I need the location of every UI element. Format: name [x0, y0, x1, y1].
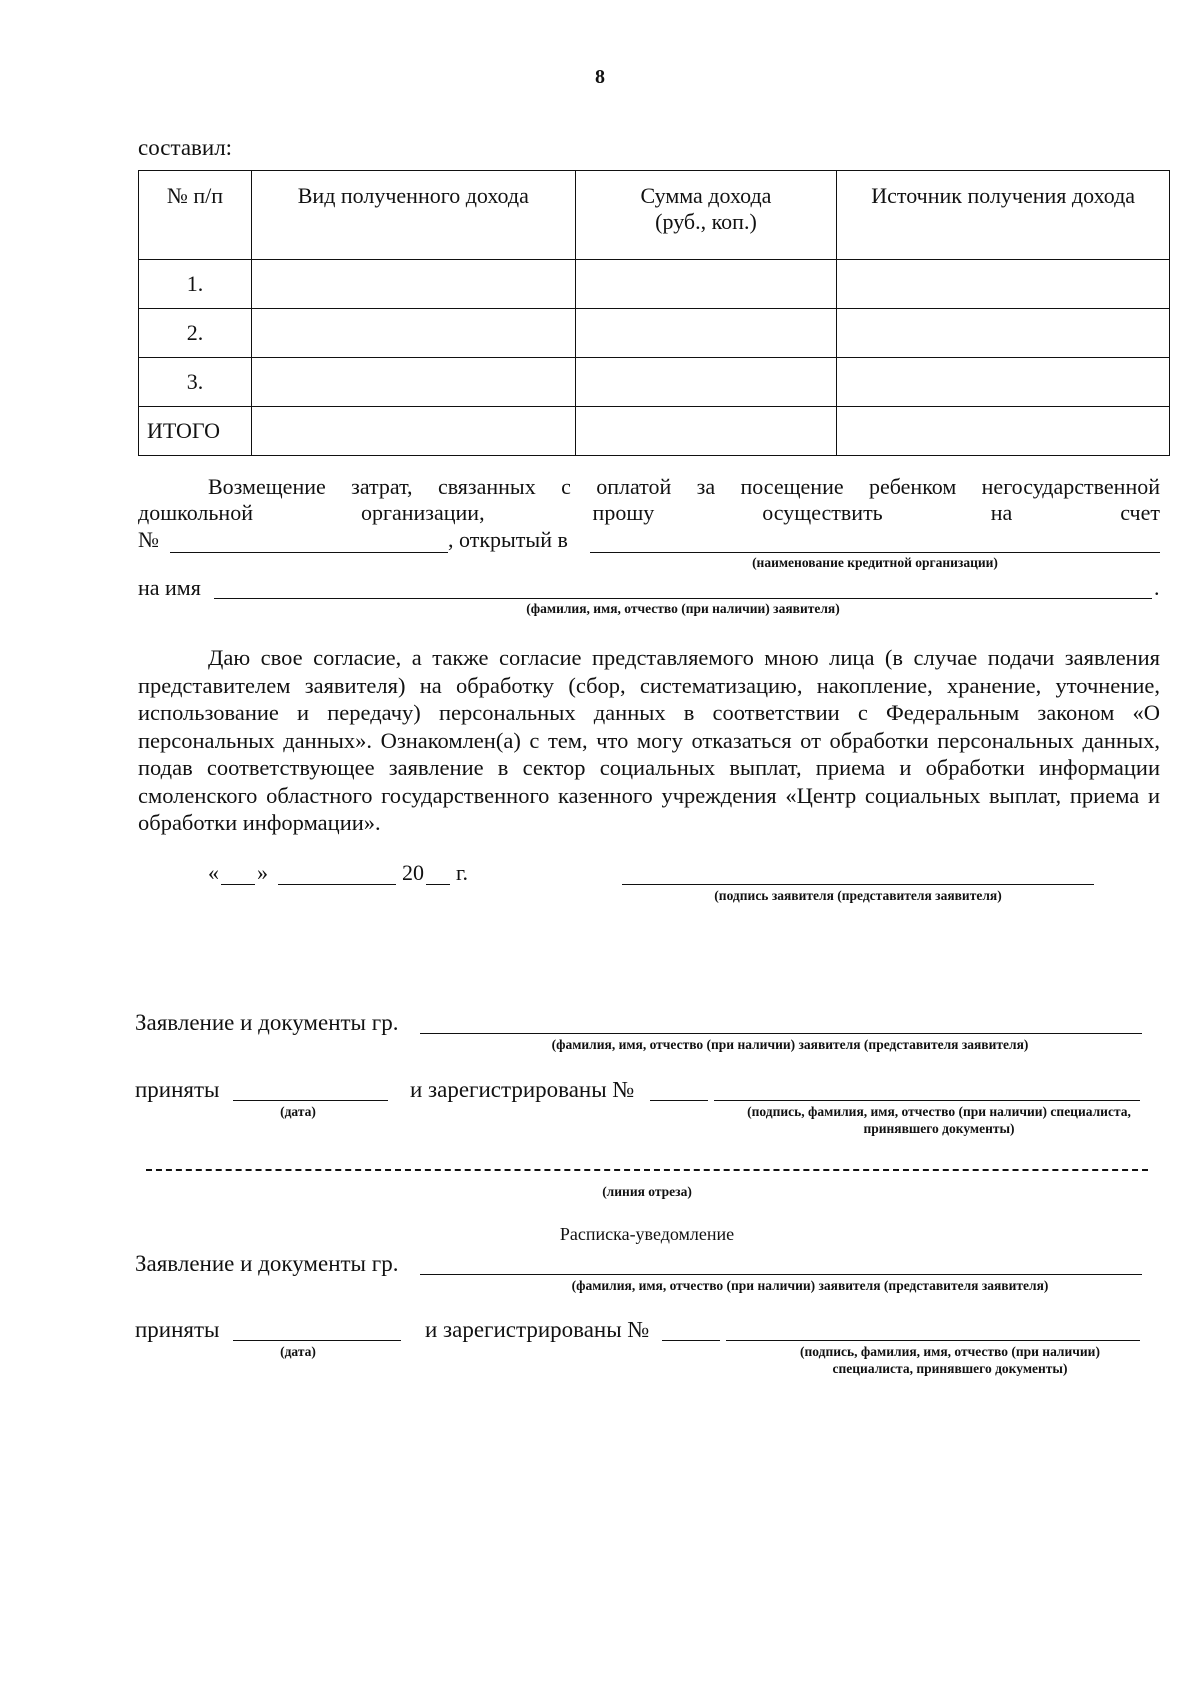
receipt-docs-label: Заявление и документы гр. [135, 1251, 399, 1276]
acceptance-registration-number-field[interactable] [650, 1100, 708, 1101]
date-open-quote: « [208, 860, 219, 885]
total-sum-cell[interactable] [575, 407, 837, 456]
name-caption: (фамилия, имя, отчество (при наличии) заявителя) [526, 601, 840, 616]
row-number: 3. [139, 358, 252, 407]
receipt-date-field[interactable] [233, 1340, 401, 1341]
row-number: 2. [139, 309, 252, 358]
acceptance-docs-label: Заявление и документы гр. [135, 1010, 399, 1035]
header-income-sum [575, 171, 837, 260]
acceptance-applicant-name-field[interactable] [420, 1033, 1142, 1034]
acceptance-registered-label: и зарегистрированы № [410, 1077, 635, 1102]
signature-caption: (подпись заявителя (представителя заявителя) [714, 888, 1002, 903]
cut-line-caption: (линия отреза) [602, 1184, 692, 1199]
acceptance-specialist-field[interactable] [714, 1100, 1140, 1101]
bank-name-field[interactable] [590, 552, 1160, 553]
table-row [139, 358, 1170, 407]
receipt-specialist-caption-2: специалиста, принявшего документы) [832, 1361, 1068, 1376]
total-label: ИТОГО [139, 407, 252, 456]
income-sum-cell[interactable] [575, 358, 837, 407]
bank-caption: (наименование кредитной организации) [752, 555, 998, 570]
page-number: 8 [595, 66, 605, 88]
acceptance-date-field[interactable] [233, 1100, 388, 1101]
cut-line [146, 1169, 1148, 1171]
date-day-field[interactable] [221, 884, 255, 885]
consent-text: Даю свое согласие, а также согласие представляемого мною лица (в случае подачи заявления представителем заявителя) на обработку (сбор, систематизацию, накопление, хранение, уточнение, использование и передачу) персональных данных в соответствии с Федеральным законом «О персональных данных». Ознакомлен(а) с тем, что могу отказаться от обработки персональных данных, подав соответствующее заявление в сектор социальных выплат, приема и обработки информации смоленского областного государственного казенного учреждения «Центр социальных выплат, приема и обработки информации». [138, 645, 1160, 835]
receipt-registered-label: и зарегистрированы № [425, 1317, 650, 1342]
table-row [139, 260, 1170, 309]
receipt-specialist-field[interactable] [726, 1340, 1140, 1341]
date-month-field[interactable] [278, 884, 396, 885]
income-type-cell[interactable] [251, 358, 575, 407]
acceptance-date-caption: (дата) [280, 1104, 316, 1119]
acceptance-docs-caption: (фамилия, имя, отчество (при наличии) заявителя (представителя заявителя) [551, 1037, 1029, 1052]
name-prefix: на имя [138, 575, 201, 600]
income-sum-cell[interactable] [575, 309, 837, 358]
receipt-accepted-label: приняты [135, 1317, 220, 1342]
receipt-applicant-name-field[interactable] [420, 1274, 1142, 1275]
table-total-row [139, 407, 1170, 456]
date-year-prefix: 20 [402, 860, 424, 885]
total-source-cell[interactable] [837, 407, 1170, 456]
lead-text: составил: [138, 135, 233, 160]
receipt-title: Расписка-уведомление [559, 1224, 735, 1244]
income-source-cell[interactable] [837, 260, 1170, 309]
income-type-cell[interactable] [251, 260, 575, 309]
header-income-type: Вид полученного дохода [251, 171, 575, 260]
account-number-field[interactable] [170, 552, 448, 553]
header-number: № п/п [139, 171, 252, 260]
receipt-date-caption: (дата) [280, 1344, 316, 1359]
date-close-quote: » [257, 860, 268, 885]
opened-in-label: , открытый в [448, 527, 568, 552]
name-end-dot: . [1154, 575, 1160, 600]
header-sum-line1: Сумма дохода [640, 183, 772, 208]
row-number: 1. [139, 260, 252, 309]
income-source-cell[interactable] [837, 358, 1170, 407]
table-header-row [139, 171, 1170, 260]
applicant-signature-field[interactable] [622, 884, 1094, 885]
reimbursement-line-1: Возмещение затрат, связанных с оплатой за посещение ребенком негосударственной [208, 474, 1160, 499]
total-type-cell[interactable] [251, 407, 575, 456]
receipt-registration-number-field[interactable] [662, 1340, 720, 1341]
header-income-source: Источник получения дохода [837, 171, 1170, 260]
applicant-name-field[interactable] [214, 598, 1152, 599]
acceptance-specialist-caption-1: (подпись, фамилия, имя, отчество (при наличии) специалиста, [747, 1104, 1131, 1119]
reimbursement-line-2: дошкольной организации, прошу осуществить на счет [138, 500, 1160, 525]
date-year-suffix: г. [456, 860, 469, 885]
receipt-specialist-caption-1: (подпись, фамилия, имя, отчество (при наличии) [800, 1344, 1100, 1359]
receipt-docs-caption: (фамилия, имя, отчество (при наличии) заявителя (представителя заявителя) [571, 1278, 1049, 1293]
date-year-field[interactable] [426, 884, 450, 885]
income-source-cell[interactable] [837, 309, 1170, 358]
income-table [138, 170, 1170, 456]
header-sum-line2: (руб., коп.) [655, 209, 757, 234]
acceptance-specialist-caption-2: принявшего документы) [863, 1121, 1015, 1136]
acceptance-accepted-label: приняты [135, 1077, 220, 1102]
income-sum-cell[interactable] [575, 260, 837, 309]
table-row [139, 309, 1170, 358]
account-prefix: № [138, 527, 159, 552]
income-type-cell[interactable] [251, 309, 575, 358]
